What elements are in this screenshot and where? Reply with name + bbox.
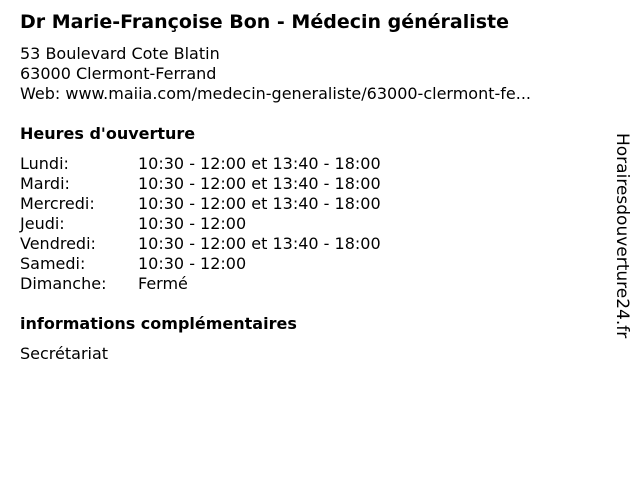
hours-time: 10:30 - 12:00 et 13:40 - 18:00 [138,234,381,253]
hours-row-monday [20,154,381,174]
hours-time: 10:30 - 12:00 et 13:40 - 18:00 [138,194,381,213]
hours-time: 10:30 - 12:00 [138,254,247,273]
hours-time: 10:30 - 12:00 et 13:40 - 18:00 [138,154,381,173]
hours-time: Fermé [138,274,188,293]
hours-row-sunday [20,274,381,294]
hours-time: 10:30 - 12:00 [138,214,247,233]
address-block [20,44,531,104]
opening-hours-heading: Heures d'ouverture [20,124,196,143]
address-city: 63000 Clermont-Ferrand [20,64,217,83]
site-watermark: Horairesdouverture24.fr [612,133,632,339]
hours-time: 10:30 - 12:00 et 13:40 - 18:00 [138,174,381,193]
opening-hours-table [20,154,381,294]
additional-info-heading: informations complémentaires [20,314,297,333]
address-street: 53 Boulevard Cote Blatin [20,44,220,63]
hours-row-friday [20,234,381,254]
page-title: Dr Marie-Françoise Bon - Médecin généraliste [20,11,510,33]
hours-day: Lundi: [20,154,69,173]
hours-day: Mardi: [20,174,70,193]
hours-row-tuesday [20,174,381,194]
hours-day: Jeudi: [20,214,65,233]
hours-row-saturday [20,254,381,274]
hours-row-thursday [20,214,381,234]
additional-info-text: Secrétariat [20,344,109,363]
hours-row-wednesday [20,194,381,214]
hours-day: Dimanche: [20,274,107,293]
hours-day: Mercredi: [20,194,95,213]
web-link[interactable]: Web: www.maiia.com/medecin-generaliste/63000-clermont-fe... [20,84,532,103]
hours-day: Vendredi: [20,234,96,253]
hours-day: Samedi: [20,254,86,273]
